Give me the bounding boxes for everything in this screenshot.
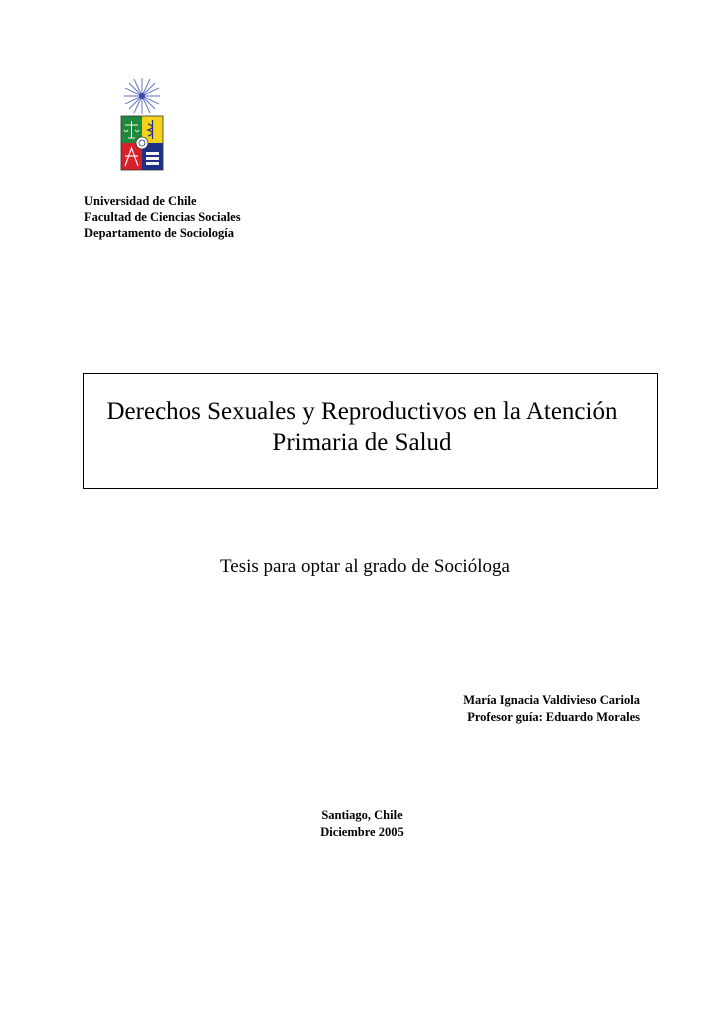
author-block — [463, 692, 640, 726]
date: Diciembre 2005 — [320, 825, 404, 839]
university-name: Universidad de Chile — [84, 194, 197, 208]
shield-icon — [121, 116, 163, 170]
advisor-name: Profesor guía: Eduardo Morales — [467, 710, 640, 724]
faculty-name: Facultad de Ciencias Sociales — [84, 210, 241, 224]
city: Santiago, Chile — [321, 808, 403, 822]
title-box — [83, 373, 658, 489]
institution-block — [84, 193, 241, 241]
department-name: Departamento de Sociología — [84, 226, 234, 240]
author-name: María Ignacia Valdivieso Cariola — [463, 693, 640, 707]
star-icon — [124, 78, 160, 114]
thesis-title-line-1: Derechos Sexuales y Reproductivos en la Atención — [106, 398, 618, 425]
university-crest-logo — [112, 76, 172, 176]
thesis-title — [84, 396, 640, 458]
thesis-title-line-2: Primaria de Salud — [272, 429, 452, 456]
thesis-subtitle: Tesis para optar al grado de Socióloga — [220, 556, 510, 577]
place-date-block — [262, 807, 462, 841]
